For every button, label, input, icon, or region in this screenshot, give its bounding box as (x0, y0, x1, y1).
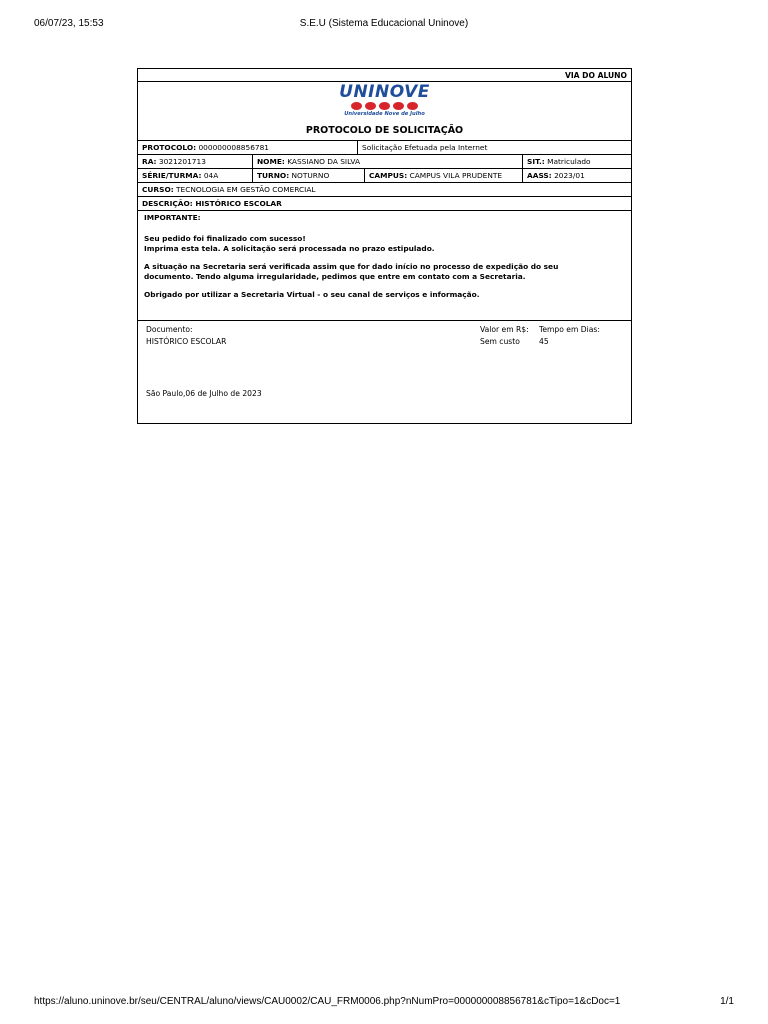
value-amount: Sem custo (480, 337, 520, 346)
course-row (138, 183, 631, 197)
description-row (138, 197, 631, 211)
value-header: Valor em R$: (480, 325, 529, 334)
description-value: HISTÓRICO ESCOLAR (195, 199, 282, 208)
shift-value: NOTURNO (291, 171, 330, 180)
days-header: Tempo em Dias: (539, 325, 600, 334)
aass-value: 2023/01 (554, 171, 585, 180)
campus-cell (364, 169, 522, 182)
description-label: DESCRIÇÃO: (142, 199, 193, 208)
print-datetime: 06/07/23, 15:53 (34, 18, 104, 29)
protocol-label: PROTOCOLO: (142, 143, 197, 152)
document-header: Documento: (146, 325, 193, 334)
protocol-document (137, 68, 632, 424)
status-label: SIT.: (527, 157, 545, 166)
aass-label: AASS: (527, 171, 552, 180)
place-date: São Paulo,06 de Julho de 2023 (146, 389, 262, 398)
student-row (138, 155, 631, 169)
important-label: IMPORTANTE: (144, 213, 201, 222)
document-details (138, 321, 631, 423)
logo-dots-icon (138, 102, 631, 110)
print-page-number: 1/1 (720, 996, 734, 1007)
notice-verification-2: documento. Tendo alguma irregularidade, pedimos que entre em contato com a Secretaria. (144, 272, 526, 281)
logo-wordmark: UNINOVE (339, 82, 430, 102)
shift-label: TURNO: (257, 171, 290, 180)
important-notice (138, 211, 631, 321)
via-label: VIA DO ALUNO (564, 70, 627, 80)
days-value: 45 (539, 337, 549, 346)
description-cell (138, 197, 631, 210)
print-url: https://aluno.uninove.br/seu/CENTRAL/aluno/views/CAU0002/CAU_FRM0006.php?nNumPro=000000008856781&cTipo=1&cDoc=1 (34, 996, 621, 1007)
campus-value: CAMPUS VILA PRUDENTE (409, 171, 503, 180)
protocol-value: 000000008856781 (198, 143, 270, 152)
series-label: SÉRIE/TURMA: (142, 171, 202, 180)
status-cell (522, 155, 631, 168)
course-cell (138, 183, 631, 196)
logo-subtitle: Universidade Nove de Julho (344, 111, 425, 117)
notice-print: Imprima esta tela. A solicitação será processada no prazo estipulado. (144, 244, 435, 253)
ra-value: 3021201713 (158, 157, 206, 166)
series-cell (138, 169, 252, 182)
print-page-title: S.E.U (Sistema Educacional Uninove) (299, 18, 469, 29)
name-value: KASSIANO DA SILVA (287, 157, 361, 166)
notice-thanks: Obrigado por utilizar a Secretaria Virtual - o seu canal de serviços e informação. (144, 289, 480, 299)
uninove-logo (138, 82, 631, 121)
class-row (138, 169, 631, 183)
name-label: NOME: (257, 157, 285, 166)
campus-label: CAMPUS: (369, 171, 408, 180)
request-origin: Solicitação Efetuada pela Internet (357, 141, 631, 154)
ra-label: RA: (142, 157, 157, 166)
aass-cell (522, 169, 631, 182)
protocol-cell (138, 141, 357, 154)
name-cell (252, 155, 522, 168)
series-value: 04A (203, 171, 219, 180)
ra-cell (138, 155, 252, 168)
course-label: CURSO: (142, 185, 174, 194)
notice-verification-1: A situação na Secretaria será verificada assim que for dado início no processo de expedição do seu (144, 261, 559, 271)
protocol-row (138, 141, 631, 155)
title-row (138, 121, 631, 141)
notice-success: Seu pedido foi finalizado com sucesso! (144, 233, 306, 243)
document-title: PROTOCOLO DE SOLICITAÇÃO (305, 125, 464, 136)
shift-cell (252, 169, 364, 182)
course-value: TECNOLOGIA EM GESTÃO COMERCIAL (176, 185, 316, 194)
document-value: HISTÓRICO ESCOLAR (146, 337, 227, 346)
via-row (138, 69, 631, 82)
status-value: Matriculado (547, 157, 591, 166)
